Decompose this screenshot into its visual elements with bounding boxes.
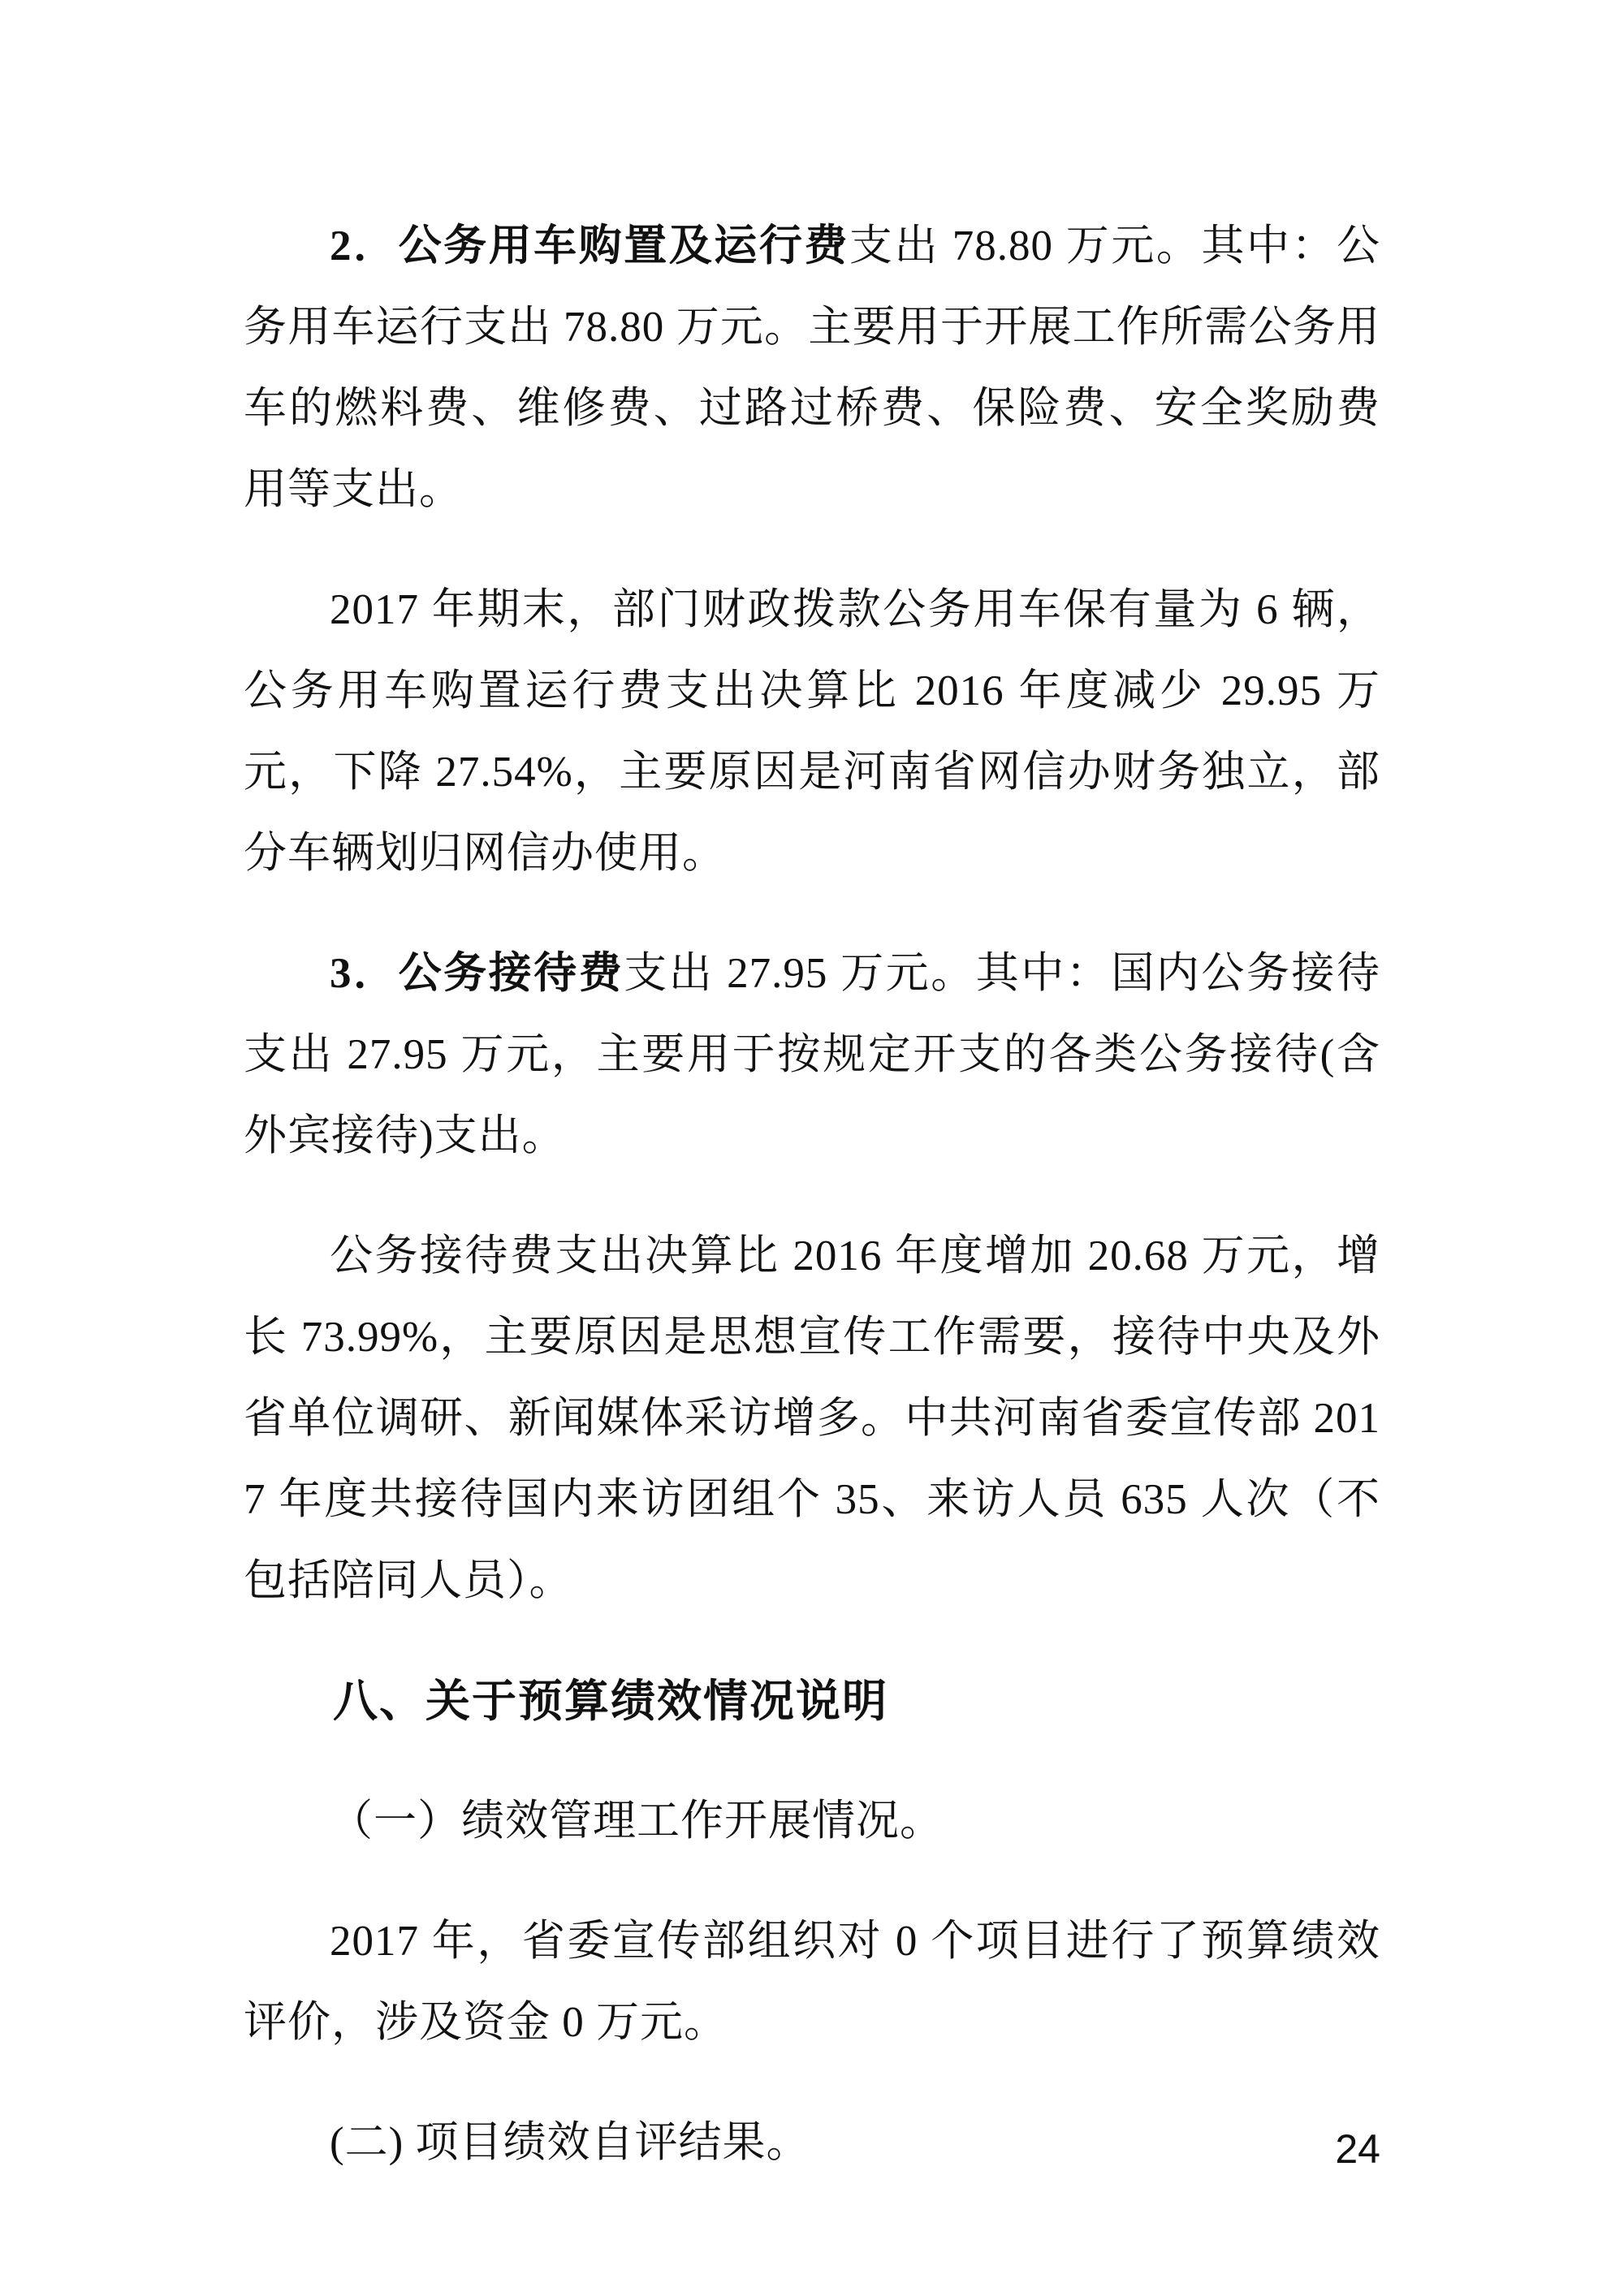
paragraph-reception-expense-yoy-change: 公务接待费支出决算比 2016 年度增加 20.68 万元，增长 73.99%，主要原因是思想宣传工作需要，接待中央及外省单位调研、新闻媒体采访增多。中共河南省委宣传部 2017 年度共接待国内来访团组个 35、来访人员 635 人次（不包括陪同人员）。 (244, 1232, 1380, 1604)
subheading-project-self-evaluation: (二) 项目绩效自评结果。 (330, 2119, 810, 2166)
paragraph-official-vehicle-expense (244, 205, 1380, 530)
paragraph-text-vehicle-expense: 支出 78.80 万元。其中：公务用车运行支出 78.80 万元。主要用于开展工作所需公务用车的燃料费、维修费、过路过桥费、保险费、安全奖励费用等支出。 (244, 222, 1381, 513)
paragraph-lead-reception-expense: 3．公务接待费 (330, 950, 624, 997)
page-number: 24 (1335, 2126, 1380, 2172)
document-body (244, 205, 1380, 2222)
paragraph-vehicle-expense-yoy-change: 2017 年期末，部门财政拨款公务用车保有量为 6 辆，公务用车购置运行费支出决算比 2016 年度减少 29.95 万元，下降 27.54%，主要原因是河南省网信办财务独立，部分车辆划归网信办使用。 (244, 586, 1380, 877)
subheading-performance-management: （一）绩效管理工作开展情况。 (330, 1798, 944, 1845)
paragraph-performance-evaluation-projects: 2017 年，省委宣传部组织对 0 个项目进行了预算绩效评价，涉及资金 0 万元。 (244, 1918, 1380, 2046)
heading-section-8-budget-performance: 八、关于预算绩效情况说明 (333, 1676, 889, 1726)
paragraph-official-reception-expense (244, 933, 1380, 1176)
paragraph-text-reception-expense: 支出 27.95 万元。其中：国内公务接待支出 27.95 万元，主要用于按规定开支的各类公务接待(含外宾接待)支出。 (244, 950, 1381, 1159)
paragraph-lead-vehicle-expense: 2．公务用车购置及运行费 (330, 222, 849, 270)
